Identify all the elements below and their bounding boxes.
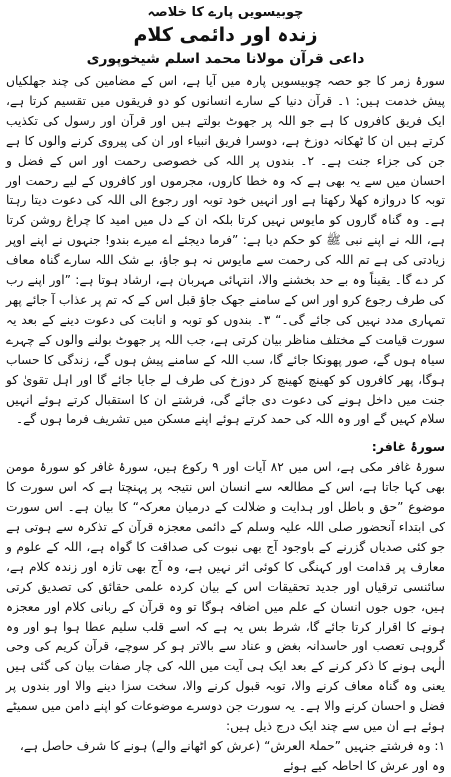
- section-heading-ghafir: سورۂ غافر:: [371, 439, 445, 455]
- main-title: زندہ اور دائمی کلام: [133, 24, 318, 46]
- top-title: چوبیسویں پارے کا خلاصہ: [147, 5, 304, 20]
- paragraph-ghafir: سورۂ غافر مکی ہے، اس میں ۸۲ آیات اور ۹ رکوع ہیں، سورۂ غافر کو سورۂ مومن بھی کہا جاتا ہے، اس کے مطالعہ سے انسان اس نتیجہ پر پہنچتا ہے کہ اس سورت کا موضوع ”حق و باطل اور ہدایت و ضلالت کے درمیان معرکہ“ کا بیان ہے۔ اس سورت کی ابتداء آنحضور صلی اللہ علیہ وسلم کے دائمی معجزہ قرآن کے تذکرہ سے ہوتی ہے جو کئی صدیاں گزرنے کے باوجود آج بھی نبوت کی صداقت کا گواہ ہے، اللہ کے علوم و معارف پر قدامت اور کہنگی کا کوئی اثر نہیں ہے، وہ آج بھی تازہ اور زندہ کلام ہے، سائنسی ترقیاں اور جدید تحقیقات اس کے بیان کردہ علمی حقائق کی تصدیق کرتی ہیں، جوں جوں انسان کے علم میں اضافہ ہوگا تو وہ قرآن کے ربانی کلام اور معجزہ ہونے کا اقرار کرتا جائے گا، شرط بس یہ ہے کہ اسے قلب سلیم عطا ہوا ہو اور وہ گروہی تعصب اور حاسدانہ بغض و عناد سے بالاتر ہو کر سوچے، قرآن کریم کی وحی الٰہی ہونے کا ذکر کرنے کے بعد ایک ہی آیت میں اللہ کی چار صفات بیان کی گئی ہیں یعنی وہ گناہ معاف کرنے والا، توبہ قبول کرنے والا، سخت سزا دینے والا اور بندوں پر فضل و احسان کرنے والا ہے۔ یہ سورت جن دوسرے موضوعات کو اپنے دامن میں سمیٹے ہوئے ہے ان میں سے چند ایک درج ذیل ہیں:: [6, 460, 446, 734]
- list-item: ۱: وہ فرشتے جنہیں ”حملۃ العرش“ (عرش کو اٹھانے والے) ہونے کا شرف حاصل ہے، وہ اور عرش کا احاطہ کیے ہوئے: [19, 739, 445, 773]
- paragraph-zumar: سورۂ زمر کا جو حصہ چوبیسویں پارہ میں آیا ہے، اس کے مضامین کی چند جھلکیاں پیش خدمت ہیں: ۱۔ قرآن دنیا کے سارے انسانوں کو دو فریقوں میں تقسیم کرتا ہے، ایک فریق کافروں کا ہے جو اللہ پر جھوٹ بولتے ہیں اور قرآن اور رسول کی تکذیب کرتے ہیں ان کا ٹھکانہ دوزخ ہے، دوسرا فریق انبیاء اور ان کی پیروی کرنے والوں کا ہے جن کی جزاء جنت ہے۔ ۲۔ بندوں پر اللہ کی خصوصی رحمت اور اس کے فضل و احسان میں سے یہ بھی ہے کہ وہ خطا کاروں، مجرموں اور کافروں کے لیے رحمت اور توبہ کا دروازہ کھلا رکھتا ہے اور انہیں خود توبہ اور رجوع الی اللہ کی دعوت دیتا رہتا ہے۔ وہ گناہ گاروں کو مایوس نہیں کرتا بلکہ ان کے دل میں امید کا چراغ روشن کرتا ہے، اللہ نے اپنے نبی ﷺ کو حکم دیا ہے: ”فرما دیجئے اے میرے بندو! جنہوں نے اپنے اوپر زیادتی کی ہے تم اللہ کی رحمت سے مایوس نہ ہو جاؤ، بے شک اللہ سارے گناہ معاف کر دے گا۔ یقیناً وہ بے حد بخشنے والا، انتہائی مہربان ہے، ارشاد ہوتا ہے: ”اور اپنے رب کی طرف رجوع کرو اور اس کے سامنے جھک جاؤ قبل اس کے کہ تم پر عذاب آ جائے پھر تمہاری مدد نہیں کی جائے گی۔“ ۳۔ بندوں کو توبہ و انابت کی دعوت دینے کے بعد یہ سورت قیامت کے مختلف مناظر بیان کرتی ہے، جب اللہ پر جھوٹ بولنے والوں کے چہرے سیاہ ہوں گے، صور پھونکا جائے گا، سب اللہ کے سامنے پیش ہوں گے، زندگی کا حساب ہوگا، پھر کافروں کو کھینچ کھینچ کر دوزخ کی طرف لے جایا جائے گا اور اہل تقویٰ کو جنت میں داخل ہونے کی دعوت دی جائے گی، فرشتے ان کا استقبال کرتے ہوئے انہیں سلام کہیں گے اور وہ اللہ کی حمد کرتے ہوئے اپنے مسکن میں تشریف فرما ہوں گے۔: [6, 74, 445, 427]
- author-line: داعی قرآن مولانا محمد اسلم شیخوپوری: [86, 51, 365, 67]
